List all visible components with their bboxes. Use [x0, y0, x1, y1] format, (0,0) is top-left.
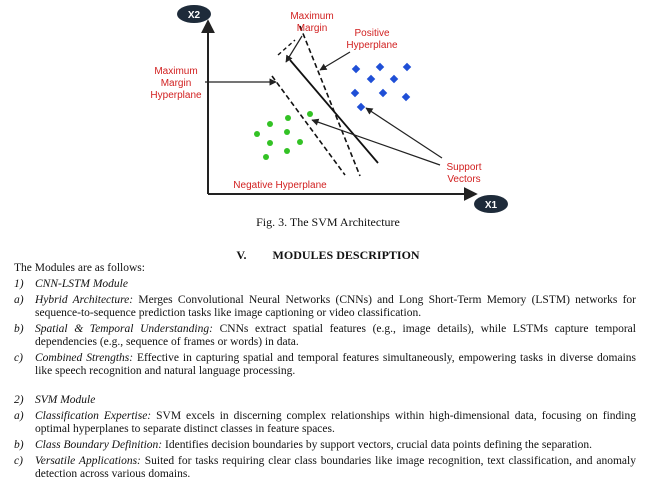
item-text: Identifies decision boundaries by support vectors, crucial data points defining the separation. — [162, 439, 592, 451]
module-name: SVM Module — [35, 394, 96, 406]
positive-point — [379, 89, 387, 97]
max-margin-arrow — [286, 36, 302, 62]
support-vector-arrow-2 — [366, 108, 442, 158]
max-margin-hyperplane-label-line1: Maximum — [154, 66, 198, 77]
item-text: SVM excels in discerning complex relationships within high-dimensional data, focusing on finding optimal hyperplanes to separate distinct classes in feature spaces. — [35, 410, 637, 435]
max-margin-hyperplane-label-line3: Hyperplane — [150, 90, 202, 101]
section-title — [0, 248, 656, 262]
module-heading — [14, 278, 636, 291]
figure-caption: Fig. 3. The SVM Architecture — [256, 215, 400, 229]
item-title: Hybrid Architecture: — [35, 294, 134, 306]
section-number: V. — [236, 248, 247, 262]
section-heading: MODULES DESCRIPTION — [272, 248, 420, 262]
positive-point — [351, 89, 359, 97]
item-title: Spatial & Temporal Understanding: — [35, 323, 213, 335]
list-item — [14, 439, 636, 452]
item-text: Merges Convolutional Neural Networks (CNNs) and Long Short-Term Memory (LSTM) networks for sequence-to-sequence prediction tasks like image captioning or video classification. — [35, 294, 636, 319]
item-marker: a) — [14, 294, 24, 306]
positive-hyperplane-label-line2: Hyperplane — [346, 40, 398, 51]
module-svm — [14, 394, 636, 481]
negative-hyperplane-line — [272, 76, 345, 175]
y-axis-label: X2 — [187, 10, 201, 21]
positive-hyperplane-arrow — [320, 52, 350, 70]
item-marker: b) — [14, 323, 24, 335]
negative-hyperplane-label: Negative Hyperplane — [233, 180, 327, 191]
negative-point — [285, 115, 291, 121]
negative-point — [284, 148, 290, 154]
max-margin-label-line2: Margin — [296, 23, 328, 34]
list-item — [14, 455, 636, 481]
svm-figure — [0, 0, 656, 232]
y-axis-label-pill — [177, 5, 211, 23]
negative-points — [254, 111, 313, 160]
negative-point — [284, 129, 290, 135]
negative-point — [267, 121, 273, 127]
negative-point — [267, 140, 273, 146]
positive-point — [352, 65, 360, 73]
positive-point — [390, 75, 398, 83]
item-marker: a) — [14, 410, 24, 422]
support-vectors-label-line2: Vectors — [447, 174, 481, 185]
module-number: 2) — [14, 394, 24, 406]
support-vectors-label-line1: Support — [446, 162, 482, 173]
optimal-hyperplane-line — [290, 60, 378, 163]
module-heading — [14, 394, 636, 407]
positive-point — [357, 103, 365, 111]
item-text: Suited for tasks requiring clear class boundaries like image recognition, text classification, and anomaly detection across various domains. — [35, 455, 636, 480]
margin-edge-line — [278, 40, 295, 55]
max-margin-hyperplane-label-line2: Margin — [160, 78, 192, 89]
intro-text: The Modules are as follows: — [14, 262, 145, 274]
negative-point — [263, 154, 269, 160]
section-body — [14, 262, 636, 484]
positive-points — [351, 63, 411, 111]
list-item — [14, 352, 636, 378]
item-marker: c) — [14, 455, 23, 467]
item-title: Class Boundary Definition: — [35, 439, 163, 451]
item-title: Classification Expertise: — [35, 410, 152, 422]
list-item — [14, 294, 636, 320]
module-number: 1) — [14, 278, 24, 290]
item-text: CNNs extract spatial features (e.g., image details), while LSTMs capture temporal dependencies (e.g., sequence of frames or words) in data. — [35, 323, 636, 348]
list-item — [14, 410, 636, 436]
positive-point — [367, 75, 375, 83]
module-name: CNN-LSTM Module — [35, 278, 128, 290]
negative-point — [307, 111, 313, 117]
item-text: Effective in capturing spatial and temporal features simultaneously, empowering tasks in diverse domains like speech recognition and natural language processing. — [35, 352, 637, 377]
x-axis-label-pill — [474, 195, 508, 213]
negative-point — [297, 139, 303, 145]
positive-hyperplane-label-line1: Positive — [354, 28, 390, 39]
module-cnn-lstm — [14, 278, 636, 378]
x-axis-label: X1 — [484, 200, 498, 211]
svm-diagram — [0, 0, 656, 232]
max-margin-label-line1: Maximum — [290, 11, 334, 22]
positive-point — [403, 63, 411, 71]
positive-point — [376, 63, 384, 71]
support-vector-arrow-1 — [312, 120, 440, 165]
list-item — [14, 323, 636, 349]
positive-point — [402, 93, 410, 101]
item-marker: c) — [14, 352, 23, 364]
negative-point — [254, 131, 260, 137]
item-title: Combined Strengths: — [35, 352, 134, 364]
item-title: Versatile Applications: — [35, 455, 141, 467]
paragraph-spacer — [14, 381, 636, 394]
item-marker: b) — [14, 439, 24, 451]
